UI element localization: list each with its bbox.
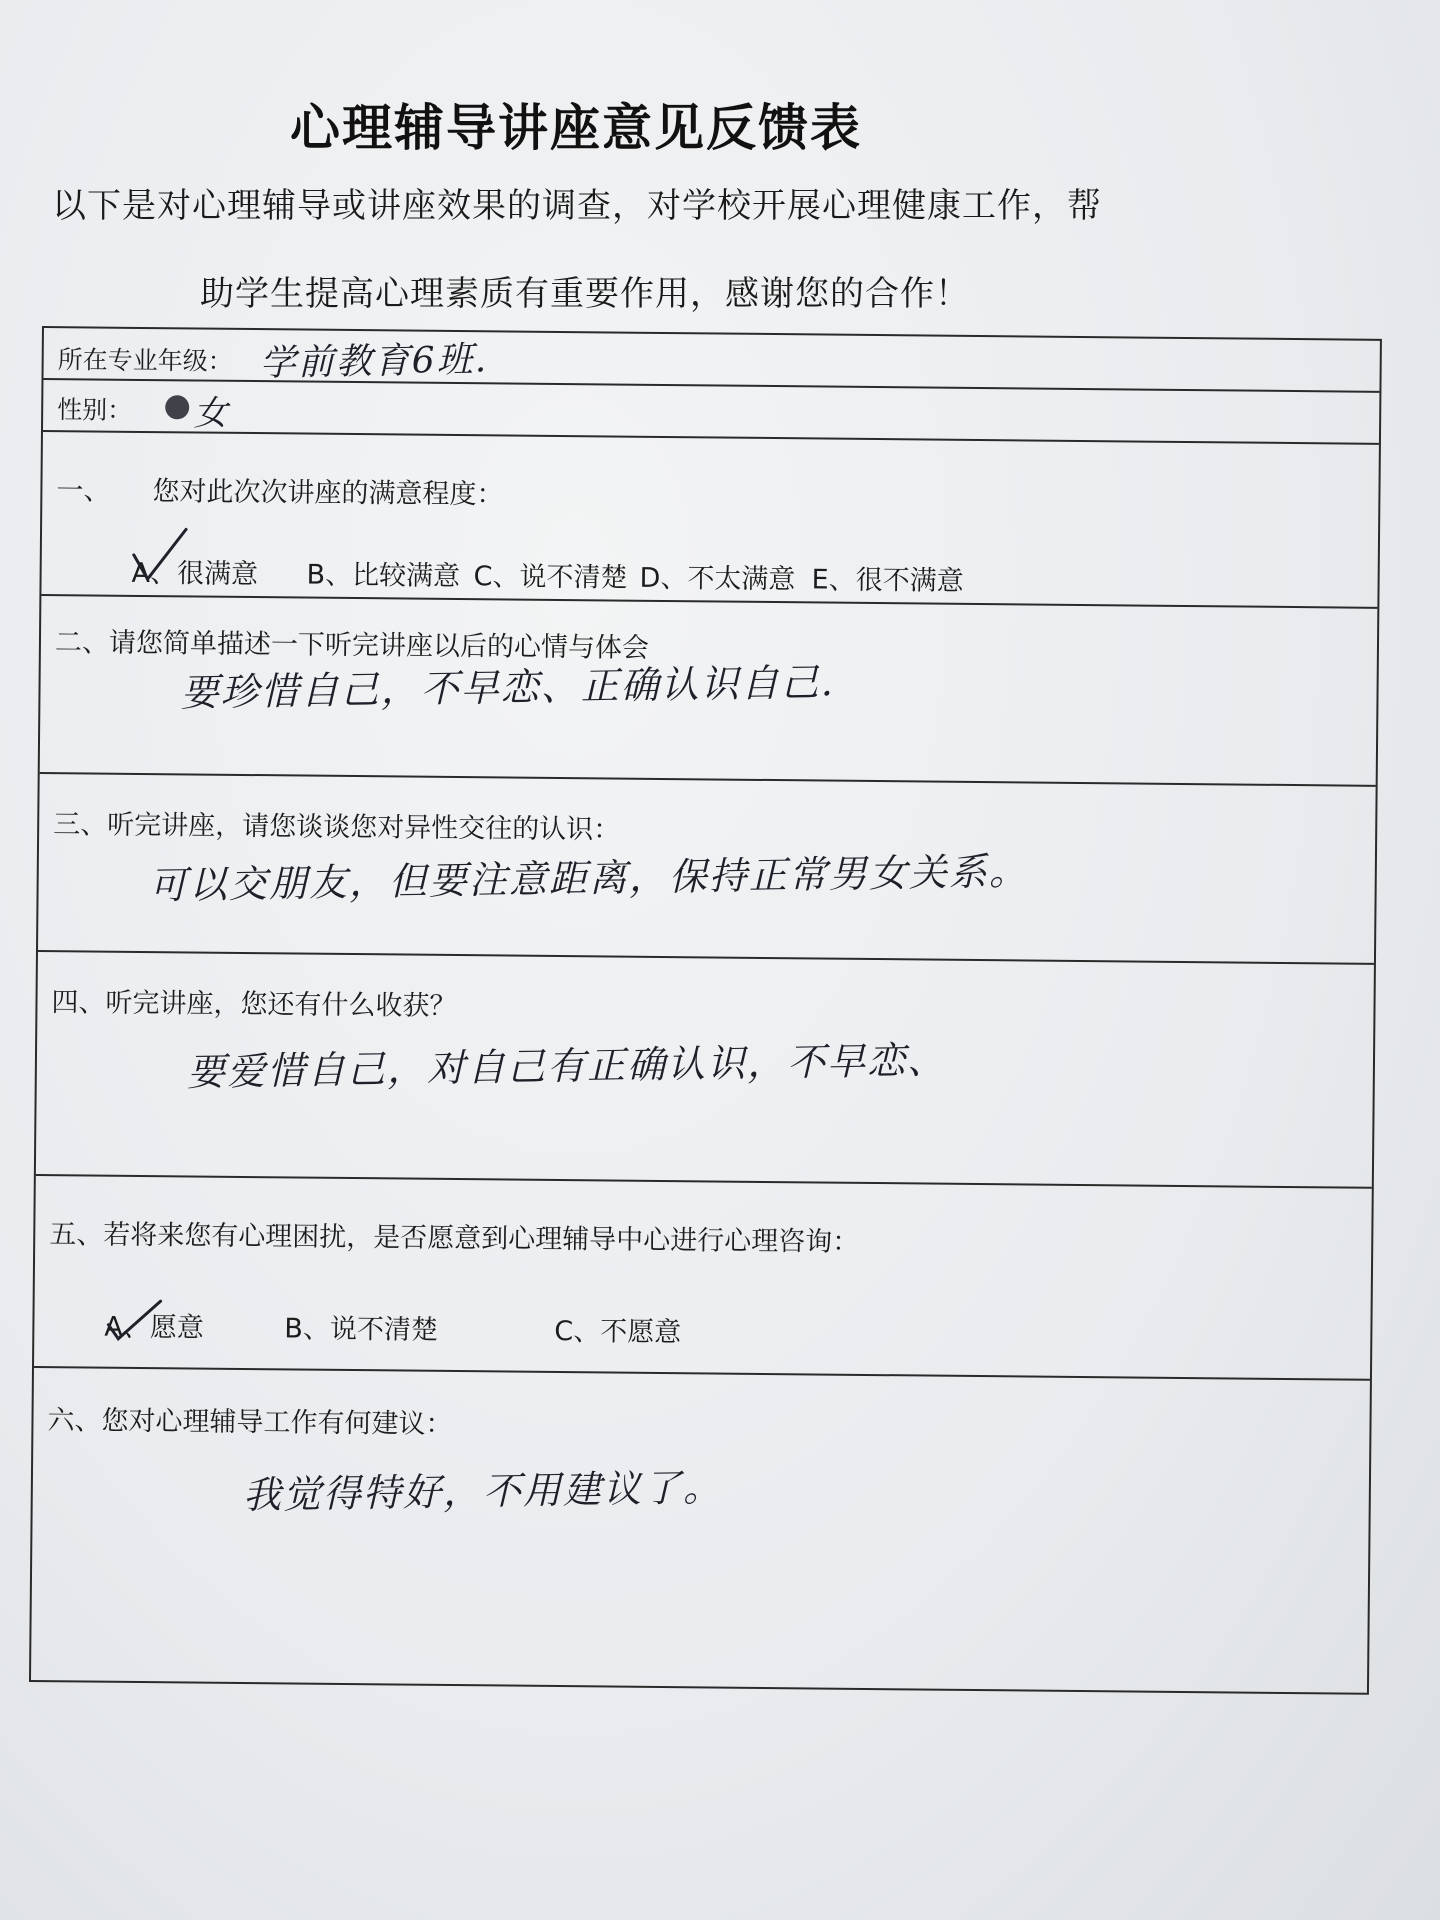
question-3-row (38, 774, 1376, 965)
q5-option-b[interactable]: B、说不清楚 (284, 1313, 439, 1346)
q5-option-c[interactable]: C、不愿意 (554, 1315, 682, 1349)
gender-answer: 女 (192, 393, 230, 434)
question-1-text: 您对此次次讲座的满意程度： (152, 476, 504, 511)
question-2-answer: 要珍惜自己，不早恋、正确认识自己. (180, 660, 836, 715)
q1-option-a[interactable]: A、很满意 (131, 557, 259, 591)
question-4-answer: 要爱惜自己，对自己有正确认识，不早恋、 (186, 1037, 948, 1095)
gender-label: 性别： (57, 395, 133, 425)
feedback-form-table (29, 326, 1382, 1695)
checkmark-icon (130, 525, 191, 586)
question-5-options (35, 1304, 1371, 1349)
scribbled-out-mark (165, 395, 189, 419)
question-1-options (42, 550, 1378, 597)
q1-option-e[interactable]: E、很不满意 (811, 564, 964, 597)
question-2-row (40, 596, 1378, 787)
q1-option-b[interactable]: B、比较满意 (306, 559, 461, 593)
question-1-number: 一、 (56, 475, 111, 507)
major-grade-answer: 学前教育6班. (259, 339, 489, 385)
question-5-text: 五、若将来您有心理困扰，是否愿意到心理辅导中心进行心理咨询： (49, 1219, 860, 1258)
form-title: 心理辅导讲座意见反馈表 (290, 99, 862, 157)
question-6-text: 六、您对心理辅导工作有何建议： (47, 1405, 453, 1440)
q1-option-d[interactable]: D、不太满意 (639, 562, 796, 596)
question-4-row (36, 952, 1374, 1189)
question-1-row (41, 432, 1379, 609)
question-6-answer: 我觉得特好，不用建议了。 (242, 1465, 724, 1518)
question-2-text: 二、请您简单描述一下听完讲座以后的心情与体会 (54, 627, 650, 664)
question-3-answer: 可以交朋友，但要注意距离，保持正常男女关系。 (148, 848, 1030, 908)
question-6-row (31, 1368, 1370, 1693)
intro-line-2: 助学生提高心理素质有重要作用，感谢您的合作！ (200, 274, 970, 314)
question-3-text: 三、听完讲座，请您谈谈您对异性交往的认识： (53, 809, 621, 846)
q1-option-c[interactable]: C、说不清楚 (473, 561, 628, 594)
question-5-row (34, 1176, 1372, 1381)
checkmark-icon (104, 1287, 165, 1348)
intro-line-1: 以下是对心理辅导或讲座效果的调查，对学校开展心理健康工作，帮 (52, 186, 1102, 226)
q5-option-a[interactable]: A、愿意 (104, 1311, 205, 1344)
major-grade-label: 所在专业年级： (57, 345, 233, 376)
question-4-text: 四、听完讲座，您还有什么收获？ (51, 987, 457, 1023)
